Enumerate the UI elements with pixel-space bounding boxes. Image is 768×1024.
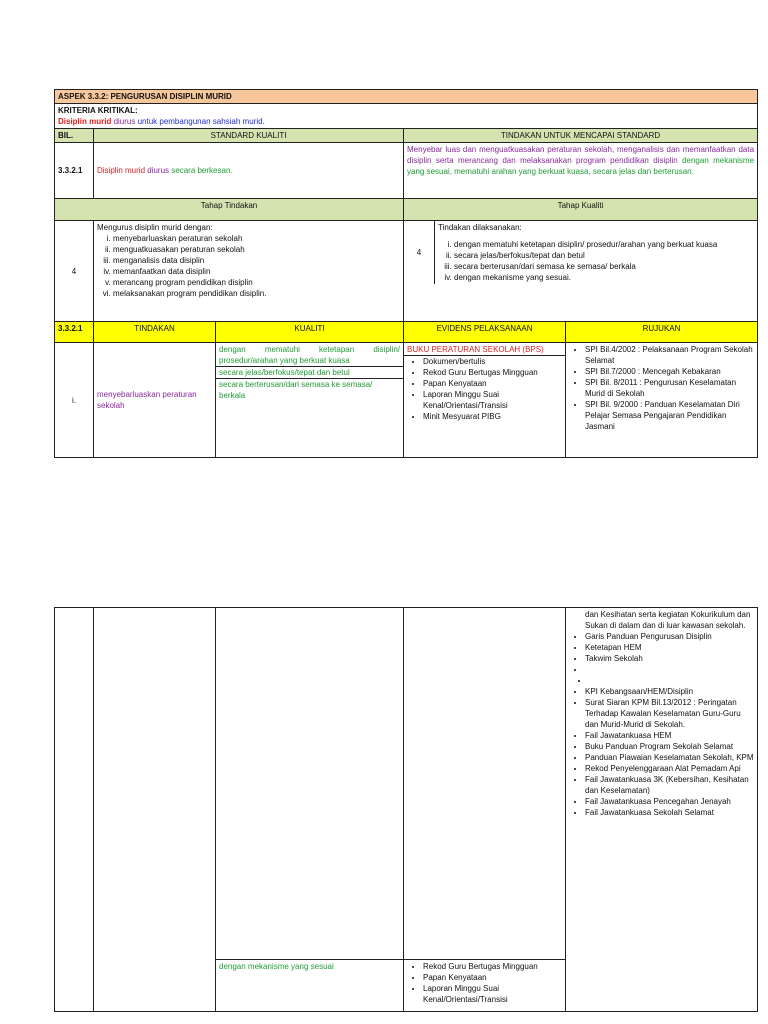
list-item: • Dokumen/bertulis xyxy=(423,356,562,367)
list-item: • Surat Siaran KPM Bil.13/2012 : Peringatan Terhadap Kawalan Keselamatan Guru-Guru dan Murid-Murid di Sekolah. xyxy=(585,697,754,730)
assessment-table-2 xyxy=(54,607,758,1012)
list-item: • Rekod Penyelenggaraan Alat Pemadam Api xyxy=(585,763,754,774)
t2-tindakan-cell xyxy=(94,608,216,1012)
evidens-title: BUKU PERATURAN SEKOLAH (BPS) xyxy=(407,345,544,354)
tahap-kualiti-list xyxy=(438,239,754,283)
list-item: • Fail Jawatankuasa Sekolah Selamat xyxy=(585,807,754,818)
tahap-tindakan-intro: Mengurus disiplin murid dengan: xyxy=(97,223,213,232)
kriteria-cell xyxy=(55,104,758,129)
list-item: • SPI Bil. 8/2011 : Pengurusan Keselamatan Murid di Sekolah xyxy=(585,377,754,399)
list-item: iv. dengan mekanisme yang sesuai. xyxy=(454,272,754,283)
list-item: • SPI Bil. 9/2000 : Panduan Keselamatan Diri Pelajar Semasa Pengajaran Pendidikan Jasmani xyxy=(585,399,754,432)
list-item: • Papan Kenyataan xyxy=(423,378,562,389)
row3-evidens xyxy=(404,343,566,458)
list-item-empty xyxy=(589,675,754,686)
header-bil: BIL. xyxy=(55,129,94,143)
header-tindakan-standard: TINDAKAN UNTUK MENCAPAI STANDARD xyxy=(404,129,758,143)
row3-num: i. xyxy=(55,343,94,458)
rujukan-list xyxy=(569,631,754,818)
header3-evidens: EVIDENS PELAKSANAAN xyxy=(404,322,566,343)
row2-tahap-tindakan xyxy=(94,221,404,322)
list-item: • Buku Panduan Program Sekolah Selamat xyxy=(585,741,754,752)
list-item: iii. secara berterusan/dari semasa ke semasa/ berkala xyxy=(454,261,754,272)
header3-kualiti: KUALITI xyxy=(216,322,404,343)
std-part-subject: Disiplin murid xyxy=(97,166,146,175)
list-item: iii. menganalisis data disiplin xyxy=(113,255,400,266)
kriteria-label: KRITERIA KRITIKAL: xyxy=(58,106,138,115)
list-item: • SPI Bil.4/2002 : Pelaksanaan Program Sekolah Selamat xyxy=(585,344,754,366)
list-item-empty xyxy=(585,664,754,675)
kriteria-part-subject: Disiplin murid xyxy=(58,117,112,126)
list-item: i. menyebarluaskan peraturan sekolah xyxy=(113,233,400,244)
list-item: • Minit Mesyuarat PIBG xyxy=(423,411,562,422)
rujukan-continuation: dan Kesihatan serta kegiatan Kokurikulum dan Sukan di dalam dan di luar kawasan sekolah. xyxy=(585,610,751,630)
row3-kualiti xyxy=(216,343,404,458)
list-item: i. dengan mematuhi ketetapan disiplin/ prosedur/arahan yang berkuat kuasa xyxy=(454,239,754,250)
kualiti-item: secara berterusan/dari semasa ke semasa/ berkala xyxy=(216,378,403,401)
list-item: ii. secara jelas/berfokus/tepat dan betul xyxy=(454,250,754,261)
header-standard-kualiti: STANDARD KUALITI xyxy=(94,129,404,143)
row1-bil: 3.3.2.1 xyxy=(55,143,94,199)
assessment-table-1 xyxy=(54,89,758,458)
row2-tahap-kualiti xyxy=(404,221,758,322)
header-tahap-tindakan: Tahap Tindakan xyxy=(55,199,404,221)
list-item: • KPI Kebangsaan/HEM/Disiplin xyxy=(585,686,754,697)
header-tahap-kualiti: Tahap Kualiti xyxy=(404,199,758,221)
std-part-verb: diurus xyxy=(145,166,172,175)
t2-evidens-cell xyxy=(404,608,566,960)
list-item: • Takwim Sekolah xyxy=(585,653,754,664)
row3-rujukan xyxy=(566,343,758,458)
kriteria-part-goal: untuk pembangunan sahsiah murid xyxy=(137,117,263,126)
t2-kualiti-bottom: dengan mekanisme yang sesuai xyxy=(216,960,404,1012)
row1-tindakan xyxy=(404,143,758,199)
list-item: • Fail Jawatankuasa 3K (Kebersihan, Kesihatan dan Keselamatan) xyxy=(585,774,754,796)
tahap-tindakan-list xyxy=(97,233,400,299)
kualiti-item: dengan mematuhi ketetapan disiplin/ prosedur/arahan yang berkuat kuasa xyxy=(219,345,400,365)
t2-kualiti-cell xyxy=(216,608,404,960)
kriteria-part-verb: diurus xyxy=(111,117,138,126)
t2-num-cell xyxy=(55,608,94,1012)
list-item: • Papan Kenyataan xyxy=(423,972,562,983)
kualiti-item: secara jelas/berfokus/tepat dan betul xyxy=(216,366,403,378)
kriteria-text xyxy=(58,116,754,127)
list-item: • Panduan Piawaian Keselamatan Sekolah, KPM xyxy=(585,752,754,763)
row3-tindakan: menyebarluaskan peraturan sekolah xyxy=(94,343,216,458)
list-item: • Rekod Guru Bertugas Mingguan xyxy=(423,961,562,972)
evidens-list xyxy=(407,356,562,422)
row1-standard xyxy=(94,143,404,199)
tahap-kualiti-intro: Tindakan dilaksanakan: xyxy=(438,223,522,232)
header3-num: 3.3.2.1 xyxy=(55,322,94,343)
rujukan-list xyxy=(569,344,754,432)
list-item: • Fail Jawatankuasa Pencegahan Jenayah xyxy=(585,796,754,807)
list-item: v. merancang program pendidikan disiplin xyxy=(113,277,400,288)
row2-level-left: 4 xyxy=(55,221,94,322)
list-item: • Ketetapan HEM xyxy=(585,642,754,653)
list-item: • Fail Jawatankuasa HEM xyxy=(585,730,754,741)
t2-rujukan-cell xyxy=(566,608,758,1012)
list-item: vi. melaksanakan program pendidikan disiplin. xyxy=(113,288,400,299)
list-item: • Laporan Minggu Suai Kenal/Orientasi/Transisi xyxy=(423,983,562,1005)
row2-level-right: 4 xyxy=(404,221,435,284)
aspect-title: ASPEK 3.3.2: PENGURUSAN DISIPLIN MURID xyxy=(55,90,758,104)
list-item: iv. memanfaatkan data disiplin xyxy=(113,266,400,277)
tindakan-actions: Menyebar luas dan menguatkuasakan peraturan sekolah, menganalisis dan memanfaatkan data disiplin serta merancang dan melaksanakan program pendidikan disiplin xyxy=(407,145,755,165)
header3-rujukan: RUJUKAN xyxy=(566,322,758,343)
list-item: • SPI Bil.7/2000 : Mencegah Kebakaran xyxy=(585,366,754,377)
list-item: • Garis Panduan Pengurusan Disiplin xyxy=(585,631,754,642)
list-item: • Rekod Guru Bertugas Mingguan xyxy=(423,367,562,378)
t2-evidens-bottom xyxy=(404,960,566,1012)
list-item: • Laporan Minggu Suai Kenal/Orientasi/Transisi xyxy=(423,389,562,411)
list-item: ii. menguatkuasakan peraturan sekolah xyxy=(113,244,400,255)
evidens-list xyxy=(407,961,562,1005)
tindakan-qualities: dengan mekanisme yang sesuai, mematuhi arahan yang berkuat kuasa, secara jelas dan berterusan. xyxy=(407,156,755,176)
kriteria-part-end: . xyxy=(262,117,265,126)
header3-tindakan: TINDAKAN xyxy=(94,322,216,343)
std-part-manner: secara berkesan. xyxy=(171,166,233,175)
